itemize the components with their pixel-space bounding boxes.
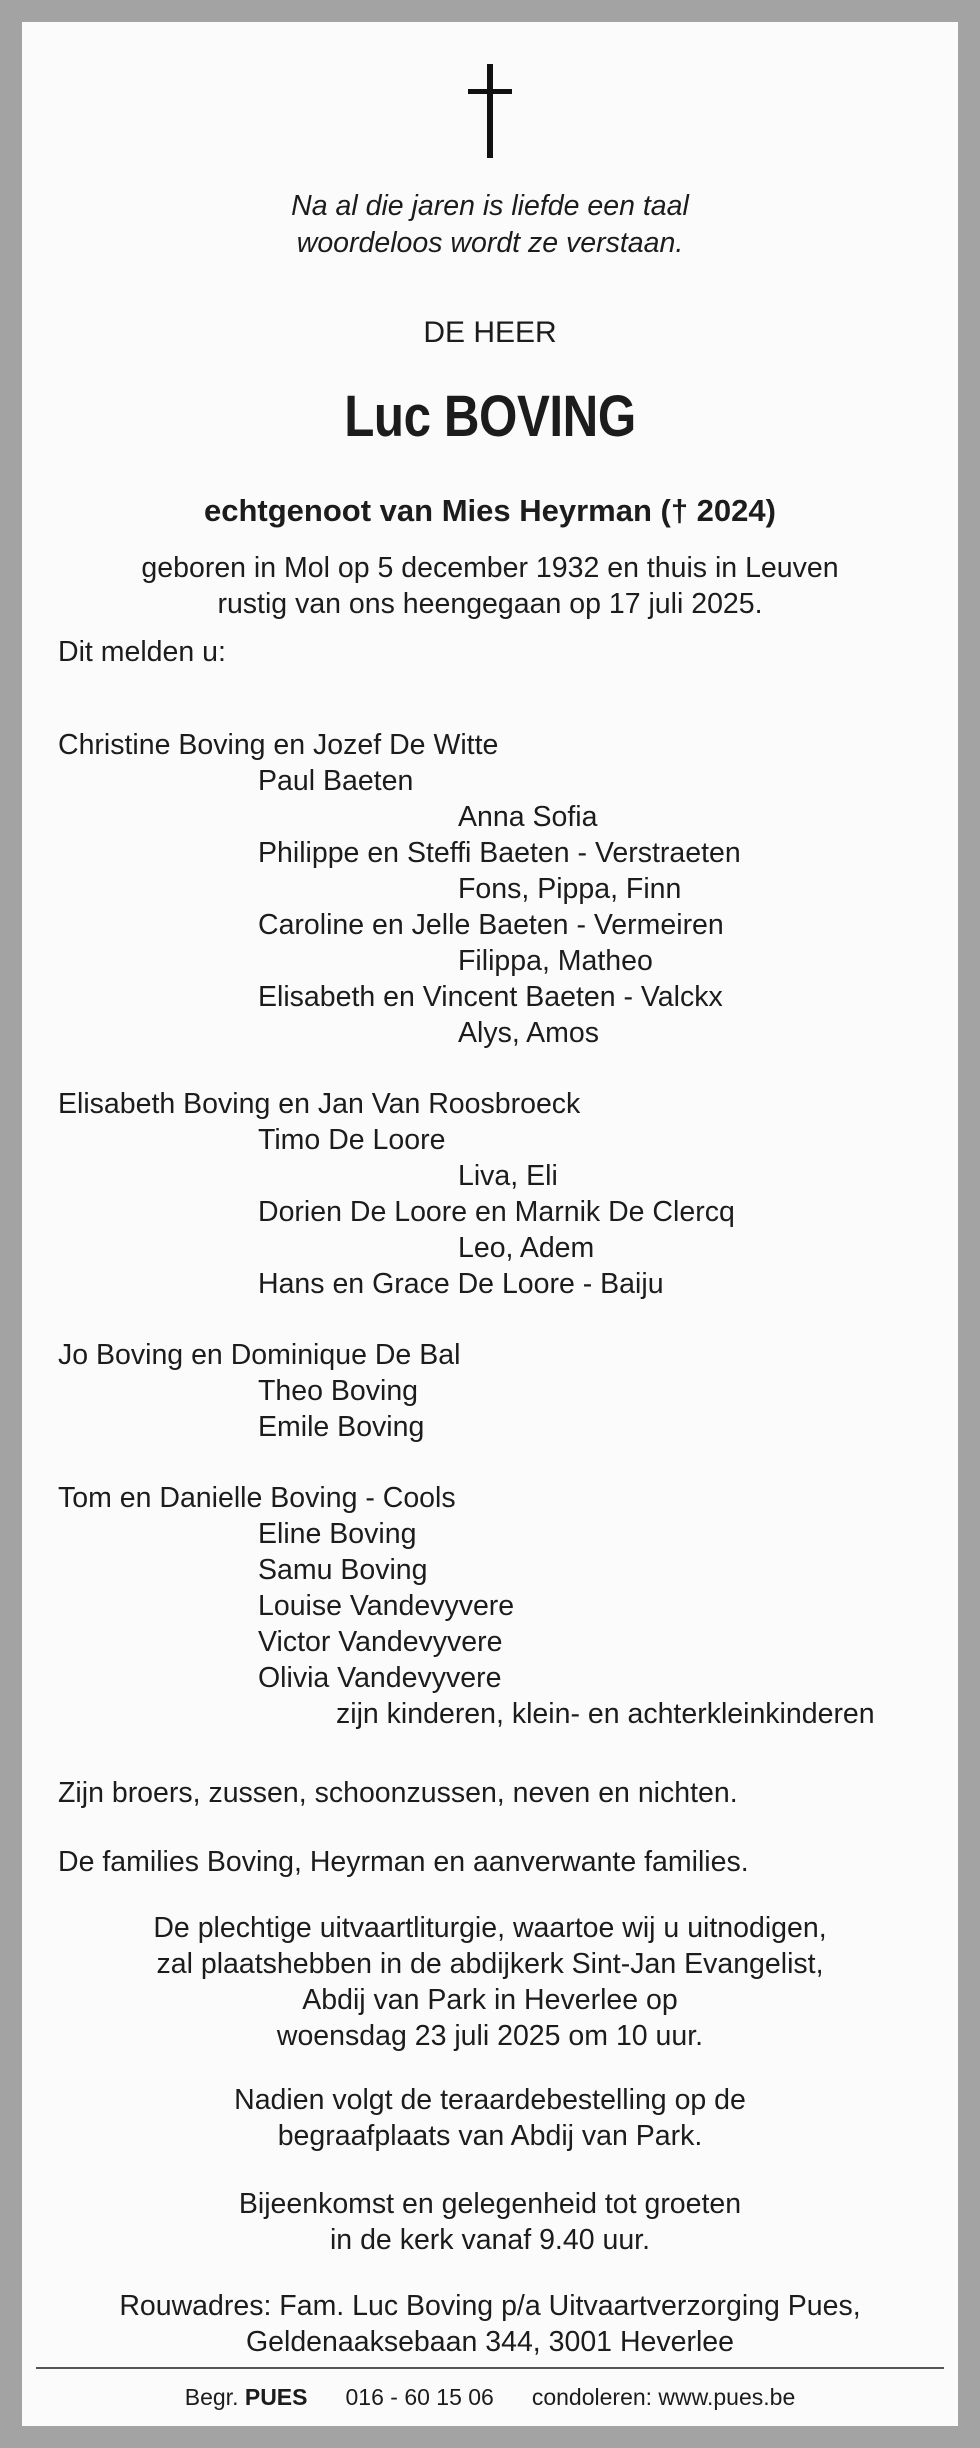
children-caption: zijn kinderen, klein- en achterkleinkinderen [336, 1698, 875, 1730]
gathering-info [22, 2186, 958, 2258]
deceased-name: Luc BOVING [344, 384, 636, 449]
family-member: Anna Sofia [458, 801, 598, 833]
burial-line: Nadien volgt de teraardebestelling op de [234, 2084, 746, 2116]
ceremony-line: Abdij van Park in Heverlee op [302, 1984, 678, 2016]
family-member: Timo De Loore [258, 1124, 446, 1156]
family-member: Dorien De Loore en Marnik De Clercq [258, 1196, 735, 1228]
obituary-card [22, 22, 958, 2426]
undertaker-phone: 016 - 60 15 06 [345, 2384, 494, 2410]
burial-line: begraafplaats van Abdij van Park. [277, 2120, 703, 2152]
family-head: Tom en Danielle Boving - Cools [58, 1482, 456, 1514]
intro-text: Dit melden u: [58, 636, 226, 668]
family-member: Philippe en Steffi Baeten - Verstraeten [258, 837, 741, 869]
ceremony-line: De plechtige uitvaartliturgie, waartoe wij u uitnodigen, [153, 1912, 827, 1944]
family-head: Jo Boving en Dominique De Bal [58, 1339, 461, 1371]
title-prefix: DE HEER [423, 316, 557, 349]
address-line: Geldenaaksebaan 344, 3001 Heverlee [245, 2326, 735, 2358]
quote-line: woordeloos wordt ze verstaan. [296, 227, 684, 259]
family-member: Olivia Vandevyvere [258, 1662, 502, 1694]
family-head: Christine Boving en Jozef De Witte [58, 729, 499, 761]
gathering-line: in de kerk vanaf 9.40 uur. [329, 2224, 651, 2256]
family-member: Paul Baeten [258, 765, 414, 797]
family-member: Fons, Pippa, Finn [458, 873, 682, 905]
birth-death-info [22, 550, 958, 622]
family-member: Eline Boving [258, 1518, 417, 1550]
footer [22, 2380, 958, 2414]
address-line: Rouwadres: Fam. Luc Boving p/a Uitvaartverzorging Pues, [119, 2290, 861, 2322]
family-member: Liva, Eli [458, 1160, 558, 1192]
born-line: geboren in Mol op 5 december 1932 en thuis in Leuven [141, 552, 839, 584]
siblings-line: Zijn broers, zussen, schoonzussen, neven en nichten. [58, 1777, 738, 1809]
family-member: Samu Boving [258, 1554, 428, 1586]
family-member: Caroline en Jelle Baeten - Vermeiren [258, 909, 724, 941]
gathering-line: Bijeenkomst en gelegenheid tot groeten [238, 2188, 742, 2220]
family-member: Theo Boving [258, 1375, 419, 1407]
spouse-line: echtgenoot van Mies Heyrman († 2024) [204, 493, 776, 528]
family-member: Filippa, Matheo [458, 945, 653, 977]
undertaker-name: PUES [244, 2384, 308, 2410]
quote-line: Na al die jaren is liefde een taal [291, 190, 689, 222]
family-member: Elisabeth en Vincent Baeten - Valckx [258, 981, 723, 1013]
footer-divider [36, 2367, 944, 2369]
family-member: Louise Vandevyvere [258, 1590, 515, 1622]
mourning-address [22, 2288, 958, 2360]
quote [22, 188, 958, 262]
undertaker-prefix: Begr. [184, 2384, 239, 2410]
ceremony-line: woensdag 23 juli 2025 om 10 uur. [276, 2020, 704, 2052]
family-member: Victor Vandevyvere [258, 1626, 503, 1658]
family-member: Alys, Amos [458, 1017, 599, 1049]
cross-icon [468, 64, 512, 158]
relatives-line: De families Boving, Heyrman en aanverwante families. [58, 1846, 749, 1878]
family-member: Hans en Grace De Loore - Baiju [258, 1268, 664, 1300]
condolences-link[interactable]: condoleren: www.pues.be [531, 2384, 796, 2410]
ceremony-info [22, 1910, 958, 2054]
ceremony-line: zal plaatshebben in de abdijkerk Sint-Jan Evangelist, [156, 1948, 824, 1980]
family-member: Leo, Adem [458, 1232, 595, 1264]
born-line: rustig van ons heengegaan op 17 juli 2025. [217, 588, 763, 620]
family-head: Elisabeth Boving en Jan Van Roosbroeck [58, 1088, 581, 1120]
burial-info [22, 2082, 958, 2154]
family-member: Emile Boving [258, 1411, 425, 1443]
